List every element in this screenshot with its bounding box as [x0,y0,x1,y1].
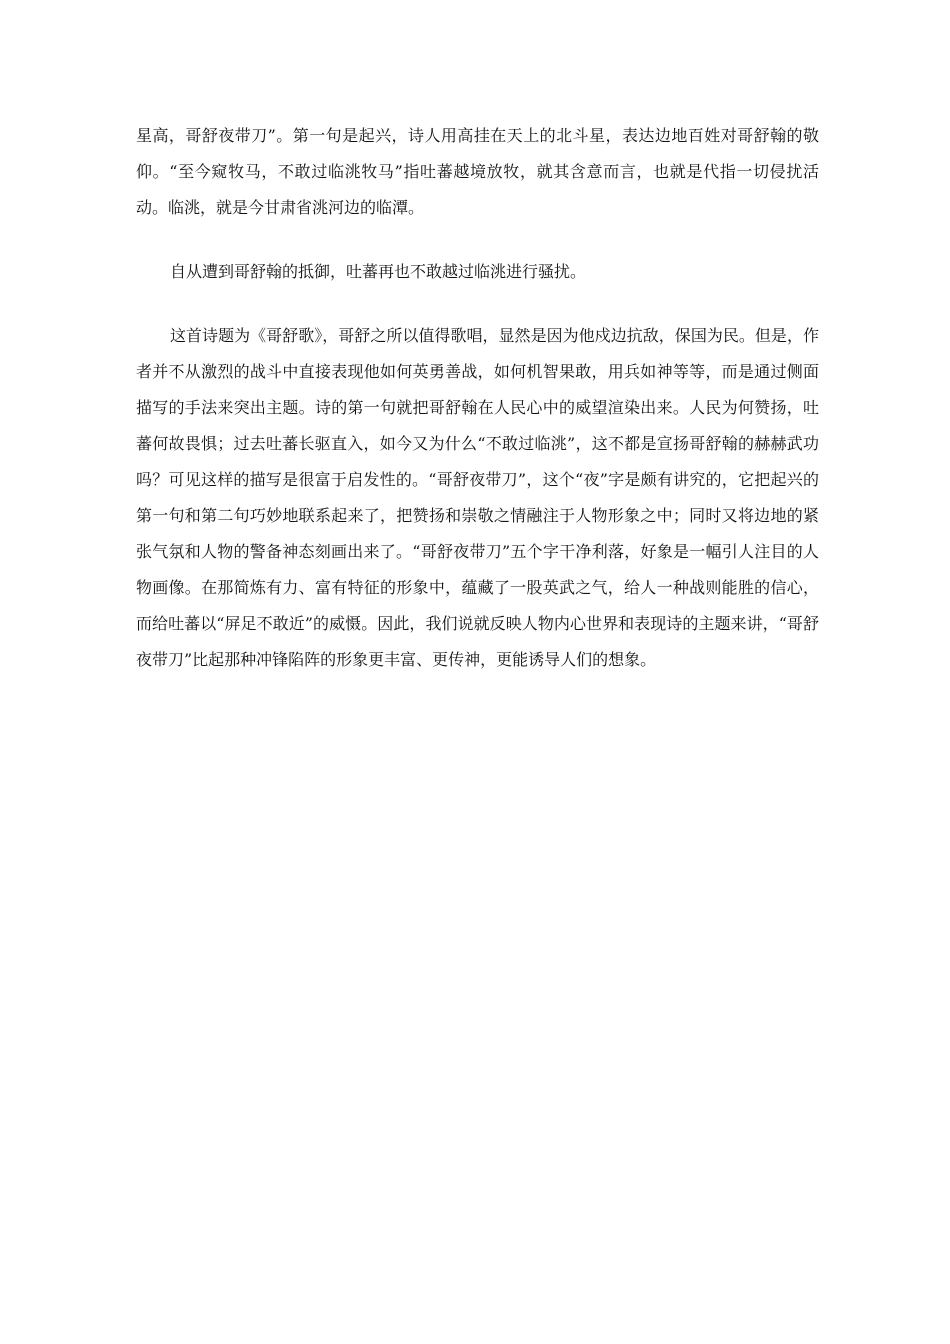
paragraph-resistance: 自从遭到哥舒翰的抵御，吐蕃再也不敢越过临洮进行骚扰。 [170,262,587,281]
paragraph-gap [136,226,819,254]
paragraph-analysis: 这首诗题为《哥舒歌》，哥舒之所以值得歌唱，显然是因为他戍边抗敌，保国为民。但是，作者并不从激烈的战斗中直接表现他如何英勇善战，如何机智果敢，用兵如神等等，而是通过侧面描写的手法来突出主题。诗的第一句就把哥舒翰在人民心中的威望渲染出来。人民为何赞扬，吐蕃何故畏惧；过去吐蕃长驱直入，如今又为什么“不敢过临洮”，这不都是宣扬哥舒翰的赫赫武功吗？可见这样的描写是很富于启发性的。“哥舒夜带刀”，这个“夜”字是颇有讲究的，它把起兴的第一句和第二句巧妙地联系起来了，把赞扬和崇敬之情融注于人物形象之中；同时又将边地的紧张气氛和人物的警备神态刻画出来了。“哥舒夜带刀”五个字干净利落，好象是一幅引人注目的人物画像。在那简炼有力、富有特征的形象中，蕴藏了一股英武之气，给人一种战则能胜的信心，而给吐蕃以“屏足不敢近”的威慑。因此，我们说就反映人物内心世界和表现诗的主题来讲，“哥舒夜带刀”比起那种冲锋陷阵的形象更丰富、更传神，更能诱导人们的想象。 [136,326,819,669]
paragraph-continuation: 星高，哥舒夜带刀”。第一句是起兴，诗人用高挂在天上的北斗星，表达边地百姓对哥舒翰的敬仰。“至今窥牧马，不敢过临洮牧马”指吐蕃越境放牧，就其含意而言，也就是代指一切侵扰活动。临洮，就是今甘肃省洮河边的临潭。 [136,126,819,217]
document-body [136,118,819,678]
paragraph-gap [136,290,819,318]
